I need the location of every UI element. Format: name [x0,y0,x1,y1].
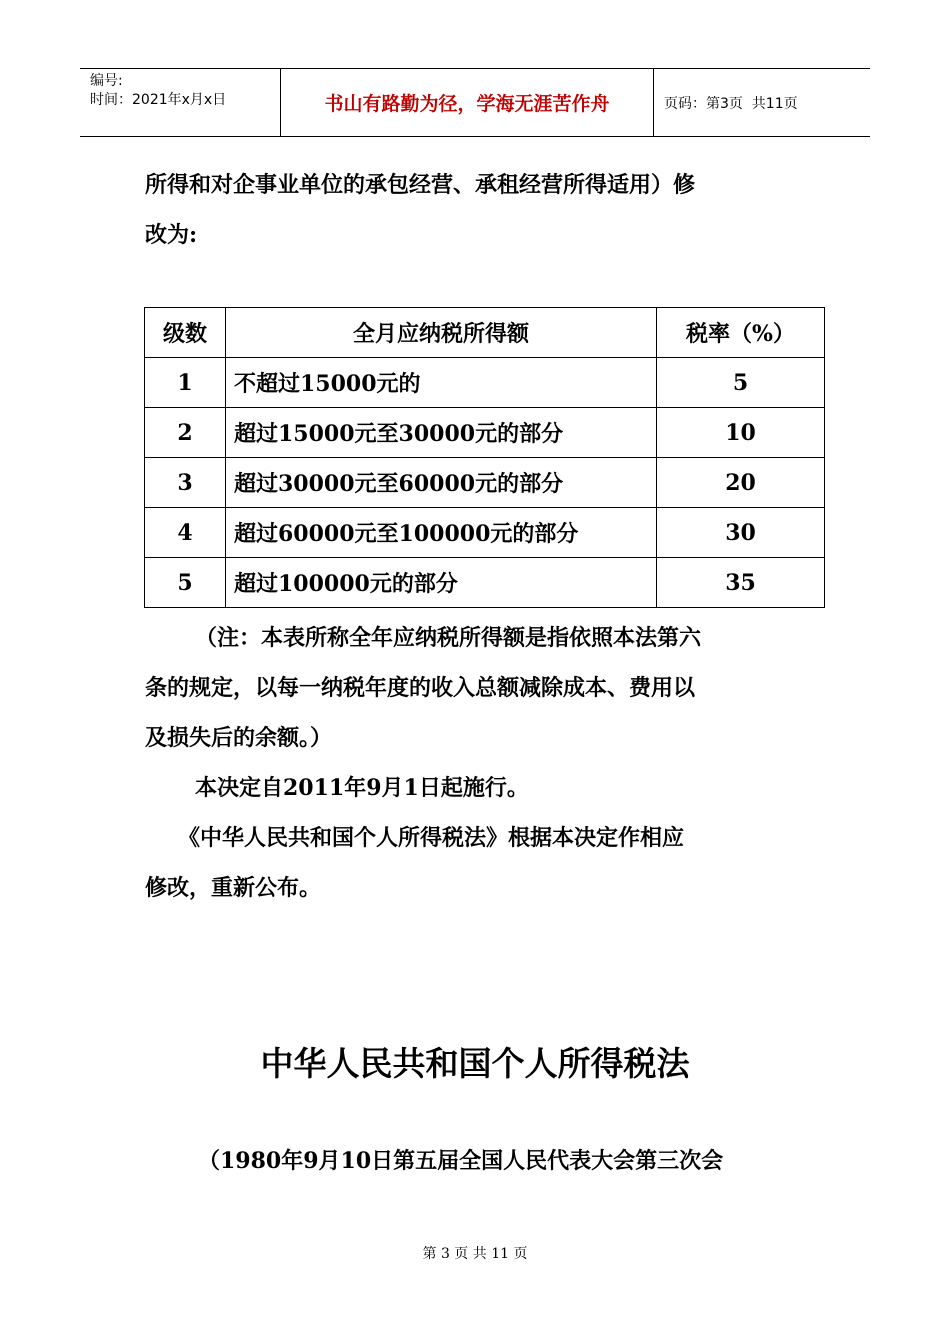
cell-income: 不超过15000元的 [226,358,657,408]
revision-line1: 《中华人民共和国个人所得税法》根据本决定作相应 [178,825,685,851]
table-header-row [145,308,825,358]
cell-income: 超过30000元至60000元的部分 [226,458,657,508]
revision-line2: 修改，重新公布。 [145,875,322,901]
cell-level: 5 [145,558,226,608]
cell-rate: 20 [657,458,825,508]
cell-rate: 10 [657,408,825,458]
header-motto: 书山有路勤为径，学海无涯苦作舟 [281,69,654,136]
cell-level: 2 [145,408,226,458]
tax-rate-table [144,307,825,608]
note-line1: （注：本表所称全年应纳税所得额是指依照本法第六 [195,625,702,651]
cell-income: 超过100000元的部分 [226,558,657,608]
header-page-info [654,69,870,136]
table-row [145,408,825,458]
table-row [145,358,825,408]
page-header [80,68,870,137]
date-label: 时间：2021年x月x日 [90,92,227,108]
note-line2: 条的规定，以每一纳税年度的收入总额减除成本、费用以 [145,675,696,701]
cell-level: 1 [145,358,226,408]
cell-income: 超过15000元至30000元的部分 [226,408,657,458]
cell-level: 4 [145,508,226,558]
page-footer: 第 3 页 共 11 页 [422,1246,528,1262]
page-info-text: 页码：第3页 共11页 [664,95,798,112]
cell-rate: 30 [657,508,825,558]
cell-rate: 5 [657,358,825,408]
cell-income: 超过60000元至100000元的部分 [226,508,657,558]
history-line1: （1980年9月10日第五届全国人民代表大会第三次会 [198,1148,724,1174]
table-row [145,558,825,608]
paragraph-intro-line1: 所得和对企事业单位的承包经营、承租经营所得适用）修 [145,172,696,198]
header-income: 全月应纳税所得额 [226,308,657,358]
header-level: 级数 [145,308,226,358]
cell-level: 3 [145,458,226,508]
table-row [145,458,825,508]
note-line3: 及损失后的余额。） [145,725,333,751]
effective-date-text: 本决定自2011年9月1日起施行。 [195,775,529,801]
law-title: 中华人民共和国个人所得税法 [260,1044,690,1083]
table-row [145,508,825,558]
header-rate: 税率（%） [657,308,825,358]
paragraph-intro-line2: 改为: [145,222,198,248]
cell-rate: 35 [657,558,825,608]
number-label: 编号: [90,73,123,89]
header-meta [80,69,281,136]
